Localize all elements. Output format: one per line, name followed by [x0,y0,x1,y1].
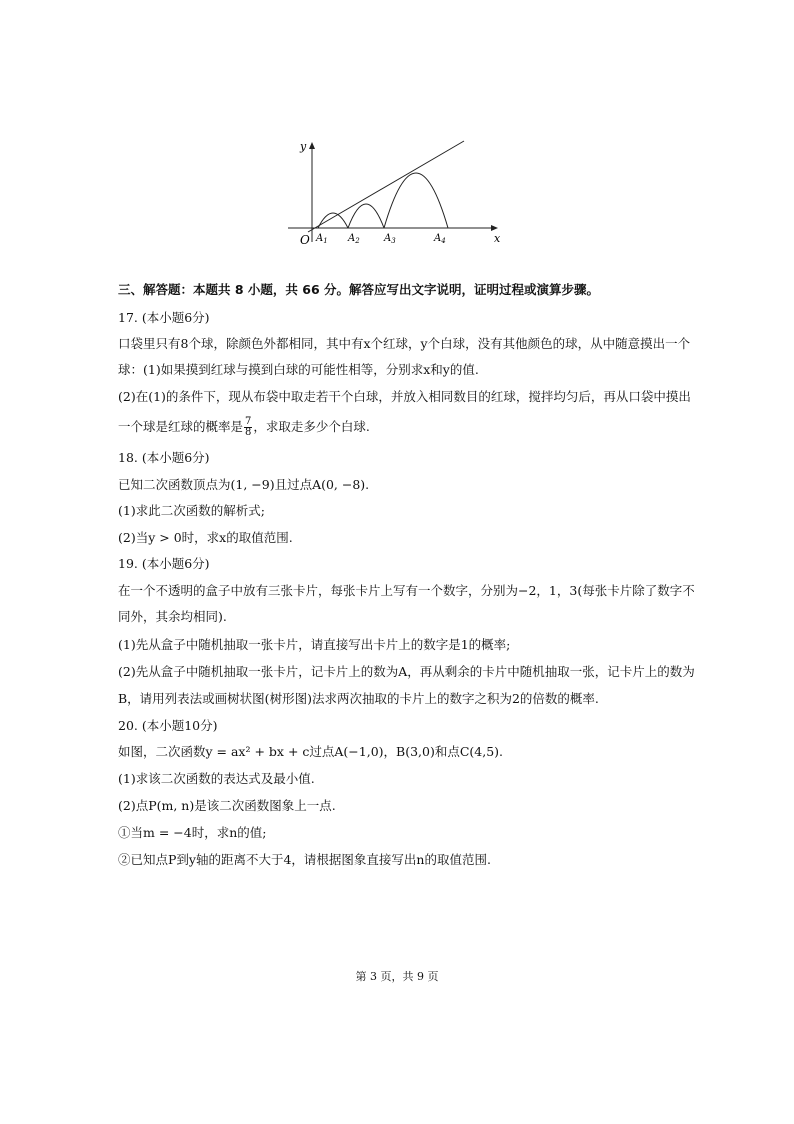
q19-line2: 同外，其余均相同). [118,609,227,624]
page-footer: 第 3 页，共 9 页 [355,970,439,983]
origin-label: O [300,233,310,247]
q17-line4 [118,417,370,438]
q17-line1: 口袋里只有8个球，除颜色外都相同，其中有x个红球，y个白球，没有其他颜色的球，从中随意摸出一个 [118,336,691,351]
q18-title: 18. (本小题6分) [118,450,210,465]
q20-line2: (1)求该二次函数的表达式及最小值. [118,771,315,786]
a4-label: $A_4$ [434,233,446,245]
q17-line4-pre: 一个球是红球的概率是 [118,419,244,434]
tangent-line [308,141,464,232]
y-axis-arrow [309,142,315,149]
q18-line2: (1)求此二次函数的解析式; [118,503,265,518]
q20-line4: ①当m = −4时，求n的值; [118,825,267,840]
arch-3 [384,173,448,228]
y-label: y [300,140,307,153]
section-heading: 三、解答题：本题共 8 小题，共 66 分。解答应写出文字说明，证明过程或演算步骤。 [118,282,600,297]
a3-label: $A_3$ [384,233,396,245]
q19-line5: B，请用列表法或画树状图(树形图)法求两次抽取的卡片上的数字之积为2的倍数的概率. [118,691,599,706]
q17-line2: 球：(1)如果摸到红球与摸到白球的可能性相等，分别求x和y的值. [118,362,479,377]
q17-title: 17. (本小题6分) [118,310,210,325]
q20-line1: 如图，二次函数y = ax² + bx + c过点A(−1,0)，B(3,0)和点C(4,5). [118,744,504,759]
parabola-arches-figure [286,136,506,248]
fraction [244,417,252,438]
fraction-numerator: 7 [245,416,252,427]
q18-line3: (2)当y > 0时，求x的取值范围. [118,530,293,545]
q20-line5: ②已知点P到y轴的距离不大于4，请根据图象直接写出n的取值范围. [118,852,491,867]
q19-line4: (2)先从盒子中随机抽取一张卡片，记卡片上的数为A，再从剩余的卡片中随机抽取一张，记卡片上的数为 [118,664,695,679]
q20-line3: (2)点P(m, n)是该二次函数图象上一点. [118,798,336,813]
q19-line1: 在一个不透明的盒子中放有三张卡片，每张卡片上写有一个数字，分别为−2，1，3(每张卡片除了数字不 [118,583,695,598]
x-label: x [494,232,501,245]
q20-title: 20. (本小题10分) [118,718,218,733]
arch-2 [348,204,384,228]
x-axis-arrow [491,225,498,231]
q18-line1: 已知二次函数顶点为(1, −9)且过点A(0, −8). [118,477,370,492]
a2-label: $A_2$ [348,233,360,245]
q17-line4-post: ，求取走多少个白球. [253,419,370,434]
q17-line3: (2)在(1)的条件下，现从布袋中取走若干个白球，并放入相同数目的红球，搅拌均匀后，再从口袋中摸出 [118,389,691,404]
a1-label: $A_1$ [316,233,328,245]
fraction-denominator: 8 [245,427,252,438]
q19-line3: (1)先从盒子中随机抽取一张卡片，请直接写出卡片上的数字是1的概率; [118,637,511,652]
arch-1 [318,213,348,228]
q19-title: 19. (本小题6分) [118,556,210,571]
